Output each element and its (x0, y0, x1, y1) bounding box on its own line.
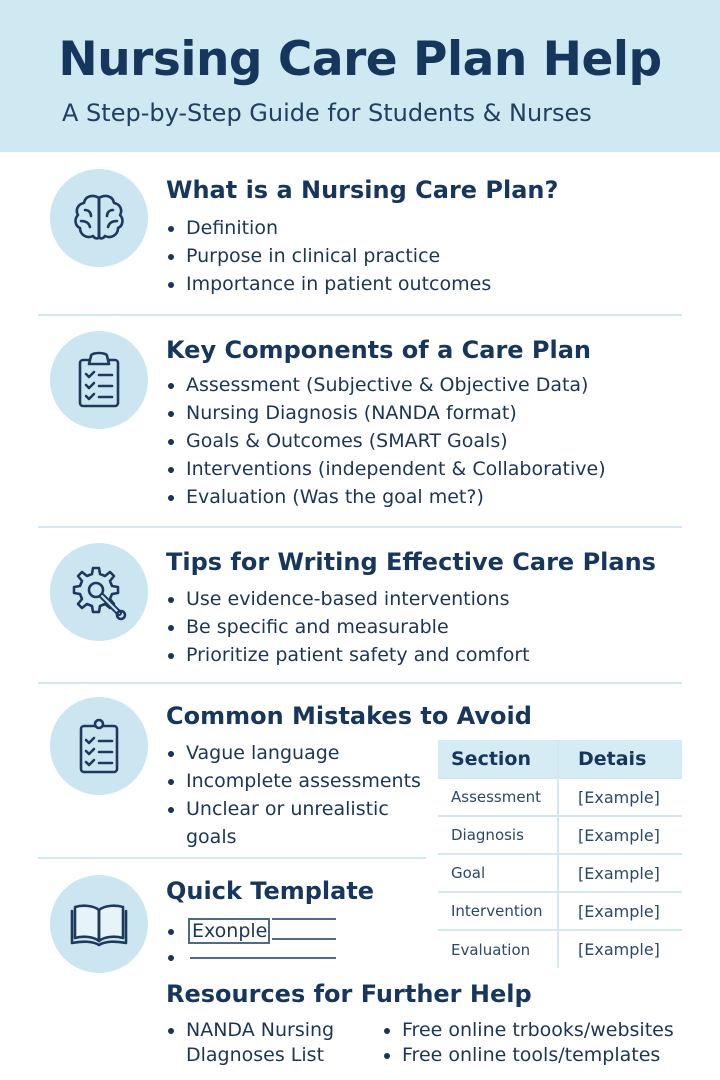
list-item: Definition (166, 214, 491, 242)
section-icon-circle (50, 543, 148, 641)
brain-icon (69, 188, 129, 248)
section-icon-circle (50, 697, 148, 795)
header-banner (0, 0, 720, 152)
table-row (438, 930, 682, 968)
list-item: Interventions (independent & Collaborative) (166, 455, 606, 483)
template-line (272, 938, 336, 940)
list-item: Prioritize patient safety and comfort (166, 641, 530, 669)
table-row (438, 892, 682, 930)
section-divider (38, 857, 426, 859)
list-item: Importance in patient outcomes (166, 270, 491, 298)
table-cell: [Example] (558, 816, 682, 854)
template-line (272, 918, 336, 920)
clipboard-checklist-icon (69, 350, 129, 410)
bullet-dot (168, 955, 174, 961)
resource-item-continuation: Dlagnoses List (186, 1044, 325, 1066)
section-title-components: Key Components of a Care Plan (166, 336, 592, 364)
table-cell: Intervention (438, 892, 558, 930)
section-title-what: What is a Nursing Care Plan? (166, 176, 559, 204)
table-cell: [Example] (558, 930, 682, 968)
table-row (438, 778, 682, 816)
list-item: Incomplete assessments (166, 767, 421, 795)
section-title-resources: Resources for Further Help (166, 980, 532, 1008)
table-cell: Assessment (438, 778, 558, 816)
table-header-row (438, 740, 682, 778)
list-item: Purpose in clinical practice (166, 242, 491, 270)
bullet-dot (168, 929, 174, 935)
template-table (438, 740, 682, 968)
table-row (438, 816, 682, 854)
template-example-field: Exonple (188, 918, 270, 944)
table-cell: [Example] (558, 892, 682, 930)
list-item: Assessment (Subjective & Objective Data) (166, 371, 606, 399)
section-icon-circle (50, 331, 148, 429)
template-line (190, 957, 336, 959)
section-divider (38, 682, 682, 684)
section-list-components (166, 371, 606, 511)
checklist-icon (69, 716, 129, 776)
table-header-details: Detais (558, 740, 682, 778)
table-row (438, 854, 682, 892)
list-item: Goals & Outcomes (SMART Goals) (166, 427, 606, 455)
section-title-tips: Tips for Writing Effective Care Plans (166, 548, 656, 576)
section-icon-circle (50, 169, 148, 267)
section-title-mistakes: Common Mistakes to Avoid (166, 702, 532, 730)
page-subtitle: A Step-by-Step Guide for Students & Nurses (62, 99, 592, 127)
table-cell: Evaluation (438, 930, 558, 968)
section-list-mistakes (166, 739, 421, 851)
section-list-what (166, 214, 491, 298)
table-cell: Goal (438, 854, 558, 892)
open-book-icon (69, 894, 129, 954)
list-item: Use evidence-based interventions (166, 585, 530, 613)
list-item: Be specific and measurable (166, 613, 530, 641)
resource-item: Free online trbooks/websites (382, 1018, 674, 1043)
list-item: Nursing Diagnosis (NANDA format) (166, 399, 606, 427)
section-divider (38, 526, 682, 528)
list-item: Unclear or unrealistic (166, 795, 421, 823)
page-title: Nursing Care Plan Help (58, 32, 662, 87)
section-icon-circle (50, 875, 148, 973)
list-item: Vague language (166, 739, 421, 767)
list-item: Evaluation (Was the goal met?) (166, 483, 606, 511)
resource-item: NANDA Nursing (166, 1018, 334, 1043)
section-divider (38, 314, 682, 316)
resource-item: Free online tools/templates (382, 1043, 660, 1068)
gear-wrench-icon (69, 562, 129, 622)
list-item-continuation: goals (186, 826, 237, 848)
table-cell: Diagnosis (438, 816, 558, 854)
section-title-template: Quick Template (166, 877, 375, 905)
table-header-section: Section (438, 740, 558, 778)
section-list-tips (166, 585, 530, 669)
table-cell: [Example] (558, 778, 682, 816)
table-cell: [Example] (558, 854, 682, 892)
